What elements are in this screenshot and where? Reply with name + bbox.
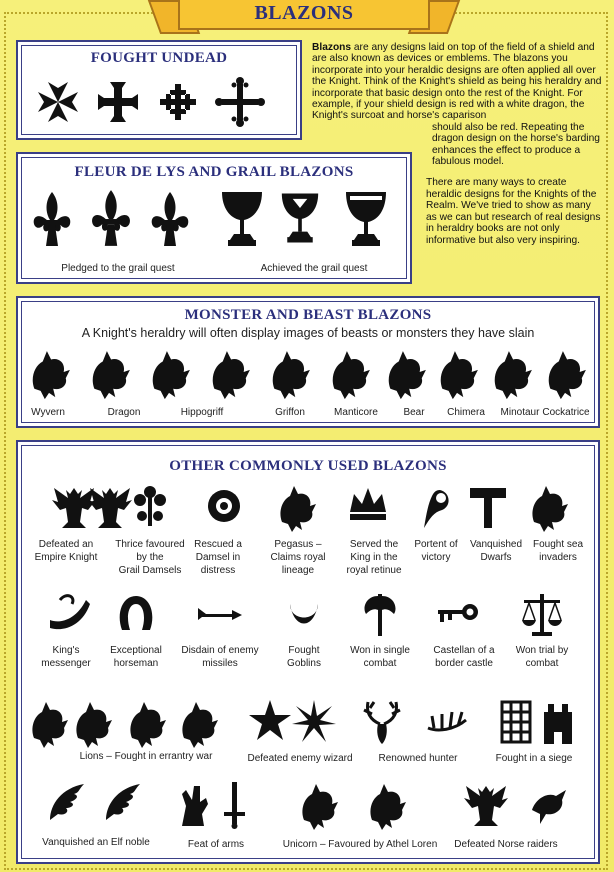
row1-label-6-line-1: Portent of xyxy=(414,539,458,550)
row4-label-4: Defeated Norse raiders xyxy=(454,839,558,850)
starburst-icon xyxy=(292,698,336,746)
row1-label-7-line-1: Vanquished xyxy=(469,539,523,550)
row2-label-3-line-1: Disdain of enemy xyxy=(181,645,259,656)
other-blazons-panel xyxy=(16,440,600,864)
beast-label-minotaur: Minotaur xyxy=(500,407,540,418)
fleur-de-lys-icon xyxy=(32,190,72,248)
beast-label-cockatrice: Cockatrice xyxy=(542,407,590,418)
dragon-icon xyxy=(86,346,132,398)
chimera-icon xyxy=(488,346,534,398)
wyvern-icon xyxy=(26,346,72,398)
cross-crosslet-icon xyxy=(156,80,200,124)
beast-label-wyvern: Wyvern xyxy=(31,407,65,418)
lions-passant-icon xyxy=(70,698,114,746)
monster-beast-subtitle: A Knight's heraldry will often display images of beasts or monsters they have slain xyxy=(81,326,535,340)
cross-fleury-icon xyxy=(214,76,266,128)
fleur-de-lys-icon-3 xyxy=(150,190,190,248)
row1-label-4-line-2: Claims royal xyxy=(270,552,326,563)
row4-label-2: Feat of arms xyxy=(187,839,245,850)
beast-label-bear: Bear xyxy=(403,407,425,418)
row2-label-2-line-2: horseman xyxy=(113,658,159,669)
crescent-moon-icon xyxy=(282,590,326,638)
row1-label-3-line-3: distress xyxy=(200,565,236,576)
row1-label-6-line-2: victory xyxy=(421,552,451,563)
key-icon xyxy=(436,590,480,638)
row1-label-1-line-1: Defeated an xyxy=(38,539,94,550)
row2-label-7-line-2: combat xyxy=(525,658,559,669)
intro-paragraph-1-body: are any designs laid on top of the field of a shield and are also known as devices or emblems. The blazons you incorporate into your heraldic designs are often applied all over the Knight. Think of the Knight's shield as being his heraldry and incorporate that basic design onto the rest of the Knight. For example, if your shield design is red with a white dragon, the Knight's surcoat and horse's caparison xyxy=(312,42,602,122)
grail-jewelled-icon xyxy=(280,188,320,248)
hippogriff-icon xyxy=(206,346,252,398)
antlers-icon xyxy=(424,698,468,746)
portcullis-icon xyxy=(494,698,538,746)
arrow-icon xyxy=(196,590,240,638)
row1-label-5-line-1: Served the xyxy=(349,539,399,550)
hammer-icon xyxy=(466,482,510,530)
griffon-icon-2 xyxy=(326,346,372,398)
fleur-de-lys-icon-2 xyxy=(90,188,132,248)
intro-paragraph-1 xyxy=(312,42,604,167)
sword-icon xyxy=(212,780,256,828)
stag-head-icon xyxy=(360,698,404,746)
row1-label-4-line-1: Pegasus – xyxy=(274,539,322,550)
title-banner xyxy=(154,0,454,34)
beast-label-manticore: Manticore xyxy=(334,407,378,418)
manticore-icon xyxy=(382,346,428,398)
sea-monster-icon xyxy=(526,482,570,530)
row2-label-3-line-2: missiles xyxy=(202,658,238,669)
row2-label-4-line-1: Fought xyxy=(288,645,320,656)
battle-axe-icon xyxy=(358,590,402,638)
row2-label-4-line-2: Goblins xyxy=(287,658,321,669)
fleur-grail-heading: FLEUR DE LYS AND GRAIL BLAZONS xyxy=(74,164,354,180)
fought-undead-panel xyxy=(16,40,302,140)
fleur-grail-panel xyxy=(16,152,412,284)
comet-icon xyxy=(410,482,454,530)
row1-label-2-line-1: Thrice favoured xyxy=(115,539,185,550)
row2-label-5-line-2: combat xyxy=(363,658,397,669)
page-title: BLAZONS xyxy=(254,2,354,24)
unicorn-icon xyxy=(296,780,340,828)
row2-label-6-line-2: border castle xyxy=(435,658,493,669)
row1-label-3-line-1: Rescued a xyxy=(194,539,242,550)
star-icon xyxy=(248,698,292,746)
griffon-icon xyxy=(266,346,312,398)
other-blazons-heading: OTHER COMMONLY USED BLAZONS xyxy=(169,458,447,474)
row3-label-1: Lions – Fought in errantry war xyxy=(79,751,213,762)
beast-label-hippogriff: Hippogriff xyxy=(180,407,224,418)
tower-icon xyxy=(536,698,580,746)
beast-label-chimera: Chimera xyxy=(447,407,485,418)
scales-icon xyxy=(520,590,564,638)
grail-pledged-caption: Pledged to the grail quest xyxy=(61,263,175,274)
row2-label-2-line-1: Exceptional xyxy=(110,645,162,656)
empire-eagle-icon-2 xyxy=(88,482,132,530)
row1-label-7-line-2: Dwarfs xyxy=(480,552,512,563)
row4-label-3: Unicorn – Favoured by Athel Loren xyxy=(282,839,438,850)
row2-label-1-line-2: messenger xyxy=(41,658,91,669)
row2-label-6-line-1: Castellan of a xyxy=(433,645,495,656)
row1-label-5-line-2: King in the xyxy=(350,552,398,563)
maltese-cross-icon xyxy=(36,80,80,124)
raven-icon xyxy=(526,780,570,828)
messenger-horn-icon xyxy=(46,590,90,638)
unicorn-head-icon xyxy=(364,780,408,828)
row2-label-5-line-1: Won in single xyxy=(350,645,410,656)
intro-paragraph-2: There are many ways to create heraldic designs for the Knights of the Realm. We've tried to show as many as we can but research of real designs in heraldry books are not only informative but also very inspiring. xyxy=(426,177,601,246)
norse-eagle-icon xyxy=(464,780,508,828)
row1-label-5-line-3: royal retinue xyxy=(346,565,402,576)
lion-rampant-icon-2 xyxy=(176,698,220,746)
beast-label-dragon: Dragon xyxy=(107,407,141,418)
pegasus-icon xyxy=(274,482,318,530)
crown-icon xyxy=(346,482,390,530)
intro-lead-term: Blazons xyxy=(312,42,352,53)
row3-label-3: Renowned hunter xyxy=(378,753,458,764)
row1-label-2-line-2: by the xyxy=(136,552,164,563)
monster-beast-panel xyxy=(16,296,600,428)
row1-label-4-line-3: lineage xyxy=(281,565,315,576)
row1-label-3-line-2: Damsel in xyxy=(195,552,241,563)
row2-label-7-line-1: Won trial by xyxy=(515,645,569,656)
grail-cup-icon xyxy=(344,190,388,248)
monster-beast-heading: MONSTER AND BEAST BLAZONS xyxy=(184,307,432,323)
grail-achieved-caption: Achieved the grail quest xyxy=(260,263,368,274)
row1-label-1-line-2: Empire Knight xyxy=(34,552,98,563)
beast-label-griffon: Griffon xyxy=(275,407,305,418)
cross-patee-icon xyxy=(96,80,140,124)
elf-wing-icon xyxy=(44,780,88,828)
minotaur-icon xyxy=(542,346,588,398)
gauntlet-icon xyxy=(172,780,216,828)
trefoil-cross-icon xyxy=(128,482,172,530)
row4-label-1: Vanquished an Elf noble xyxy=(42,837,150,848)
tudor-rose-icon xyxy=(202,482,246,530)
lion-rampant-icon xyxy=(124,698,168,746)
row3-label-4: Fought in a siege xyxy=(495,753,573,764)
row1-label-8-line-1: Fought sea xyxy=(532,539,584,550)
grail-icon xyxy=(220,190,264,248)
row3-label-2: Defeated enemy wizard xyxy=(247,753,353,764)
fought-undead-heading: FOUGHT UNDEAD xyxy=(90,50,228,66)
row1-label-8-line-2: invaders xyxy=(539,552,577,563)
lion-icon xyxy=(26,698,70,746)
double-wing-icon xyxy=(100,780,144,828)
row1-label-2-line-3: Grail Damsels xyxy=(118,565,182,576)
dragon-icon-2 xyxy=(146,346,192,398)
horseshoe-icon xyxy=(114,590,158,638)
bear-icon xyxy=(434,346,480,398)
intro-paragraph-1-tail: should also be red. Repeating the dragon design on the horse's barding enhances the effect to produce a fabulous model. xyxy=(432,121,600,168)
row2-label-1-line-1: King's xyxy=(52,645,80,656)
